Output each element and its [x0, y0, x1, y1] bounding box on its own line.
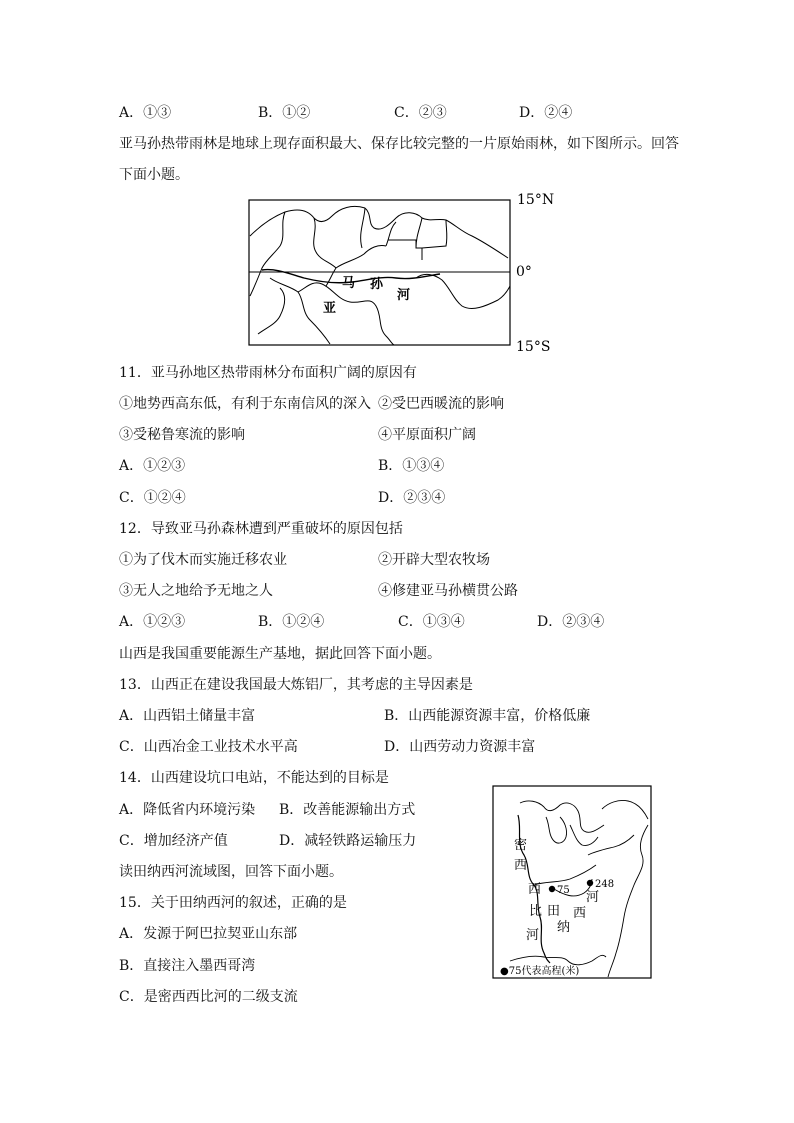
map-label-ya: 亚	[323, 301, 337, 316]
q12-statement-3: ③无人之地给予无地之人	[119, 583, 273, 599]
q13-option-a: A．山西铝土储量丰富	[119, 708, 256, 724]
q11-statement-1: ①地势西高东低，有利于东南信风的深入	[119, 396, 371, 412]
q12-option-d: D．②③④	[537, 614, 605, 630]
q11-option-a: A．①②③	[119, 458, 186, 474]
q11-statement-4: ④平原面积广阔	[378, 427, 476, 443]
q15-option-c: C．是密西西比河的二级支流	[119, 989, 298, 1005]
q14-option-a: A．降低省内环境污染	[119, 802, 256, 818]
tn-label-bi: 比	[529, 904, 543, 919]
shanxi-intro: 山西是我国重要能源生产基地，据此回答下面小题。	[119, 646, 441, 662]
map-label-ma: 马	[342, 276, 356, 291]
tn-label-tian: 田	[547, 904, 561, 919]
q11-option-d: D．②③④	[378, 490, 446, 506]
tennessee-intro: 读田纳西河流域图，回答下面小题。	[119, 864, 343, 880]
q11-option-b: B．①③④	[378, 458, 445, 474]
q12-option-c: C．①③④	[398, 614, 465, 630]
tn-elev-point-248	[587, 880, 593, 886]
q11-option-c: C．①②④	[119, 490, 186, 506]
q14-option-d: D．减轻铁路运输压力	[279, 833, 417, 849]
tn-label-he1: 河	[526, 928, 540, 943]
q12-statement-4: ④修建亚马孙横贯公路	[378, 583, 518, 599]
lat-15s-label: 15°S	[516, 339, 551, 355]
q11-statement-3: ③受秘鲁寒流的影响	[119, 427, 245, 443]
tn-elev-248: 248	[595, 879, 615, 890]
option-b: B．①②	[258, 105, 311, 121]
option-d: D．②④	[519, 105, 573, 121]
q11-statement-2: ②受巴西暖流的影响	[378, 396, 504, 412]
lat-15n-label: 15°N	[517, 192, 555, 208]
q13-option-c: C．山西冶金工业技术水平高	[119, 739, 298, 755]
option-a: A．①③	[119, 105, 172, 121]
q13-option-b: B．山西能源资源丰富，价格低廉	[384, 708, 591, 724]
tn-legend: ●75代表高程(米)	[500, 966, 580, 977]
map-label-sun: 孙	[370, 277, 384, 292]
q12-stem: 12．导致亚马孙森林遭到严重破坏的原因包括	[119, 521, 403, 537]
tn-label-xi2: 西	[528, 882, 542, 897]
q15-stem: 15．关于田纳西河的叙述，正确的是	[119, 895, 347, 911]
lat-0-label: 0°	[516, 264, 532, 280]
q12-option-b: B．①②④	[258, 614, 325, 630]
tn-elev-point-75	[549, 886, 555, 892]
amazon-intro-line2: 下面小题。	[119, 167, 189, 183]
tennessee-map	[492, 785, 654, 981]
tn-label-xi1: 西	[514, 858, 528, 873]
q15-option-b: B．直接注入墨西哥湾	[119, 958, 256, 974]
q12-option-a: A．①②③	[119, 614, 186, 630]
q13-option-d: D．山西劳动力资源丰富	[384, 739, 536, 755]
q15-option-a: A．发源于阿巴拉契亚山东部	[119, 926, 298, 942]
amazon-map	[240, 188, 560, 358]
q14-stem: 14．山西建设坑口电站，不能达到的目标是	[119, 770, 389, 786]
map-label-he: 河	[397, 288, 411, 303]
amazon-intro-line1: 亚马孙热带雨林是地球上现存面积最大、保存比较完整的一片原始雨林，如下图所示。回答	[119, 136, 679, 152]
q11-stem: 11．亚马孙地区热带雨林分布面积广阔的原因有	[119, 365, 417, 381]
q14-option-b: B．改善能源输出方式	[279, 802, 416, 818]
q12-statement-1: ①为了伐木而实施迁移农业	[119, 552, 287, 568]
q14-option-c: C．增加经济产值	[119, 833, 228, 849]
q12-statement-2: ②开辟大型农牧场	[378, 552, 490, 568]
tn-elev-75: 75	[557, 885, 570, 896]
tn-label-na: 纳	[557, 920, 571, 935]
q13-stem: 13．山西正在建设我国最大炼铝厂，其考虑的主导因素是	[119, 677, 473, 693]
tn-label-xi3: 西	[573, 906, 587, 921]
tn-label-he2: 河	[586, 890, 600, 905]
option-c: C．②③	[394, 105, 447, 121]
tn-label-mi: 密	[514, 838, 528, 853]
tn-map-frame	[493, 786, 651, 978]
